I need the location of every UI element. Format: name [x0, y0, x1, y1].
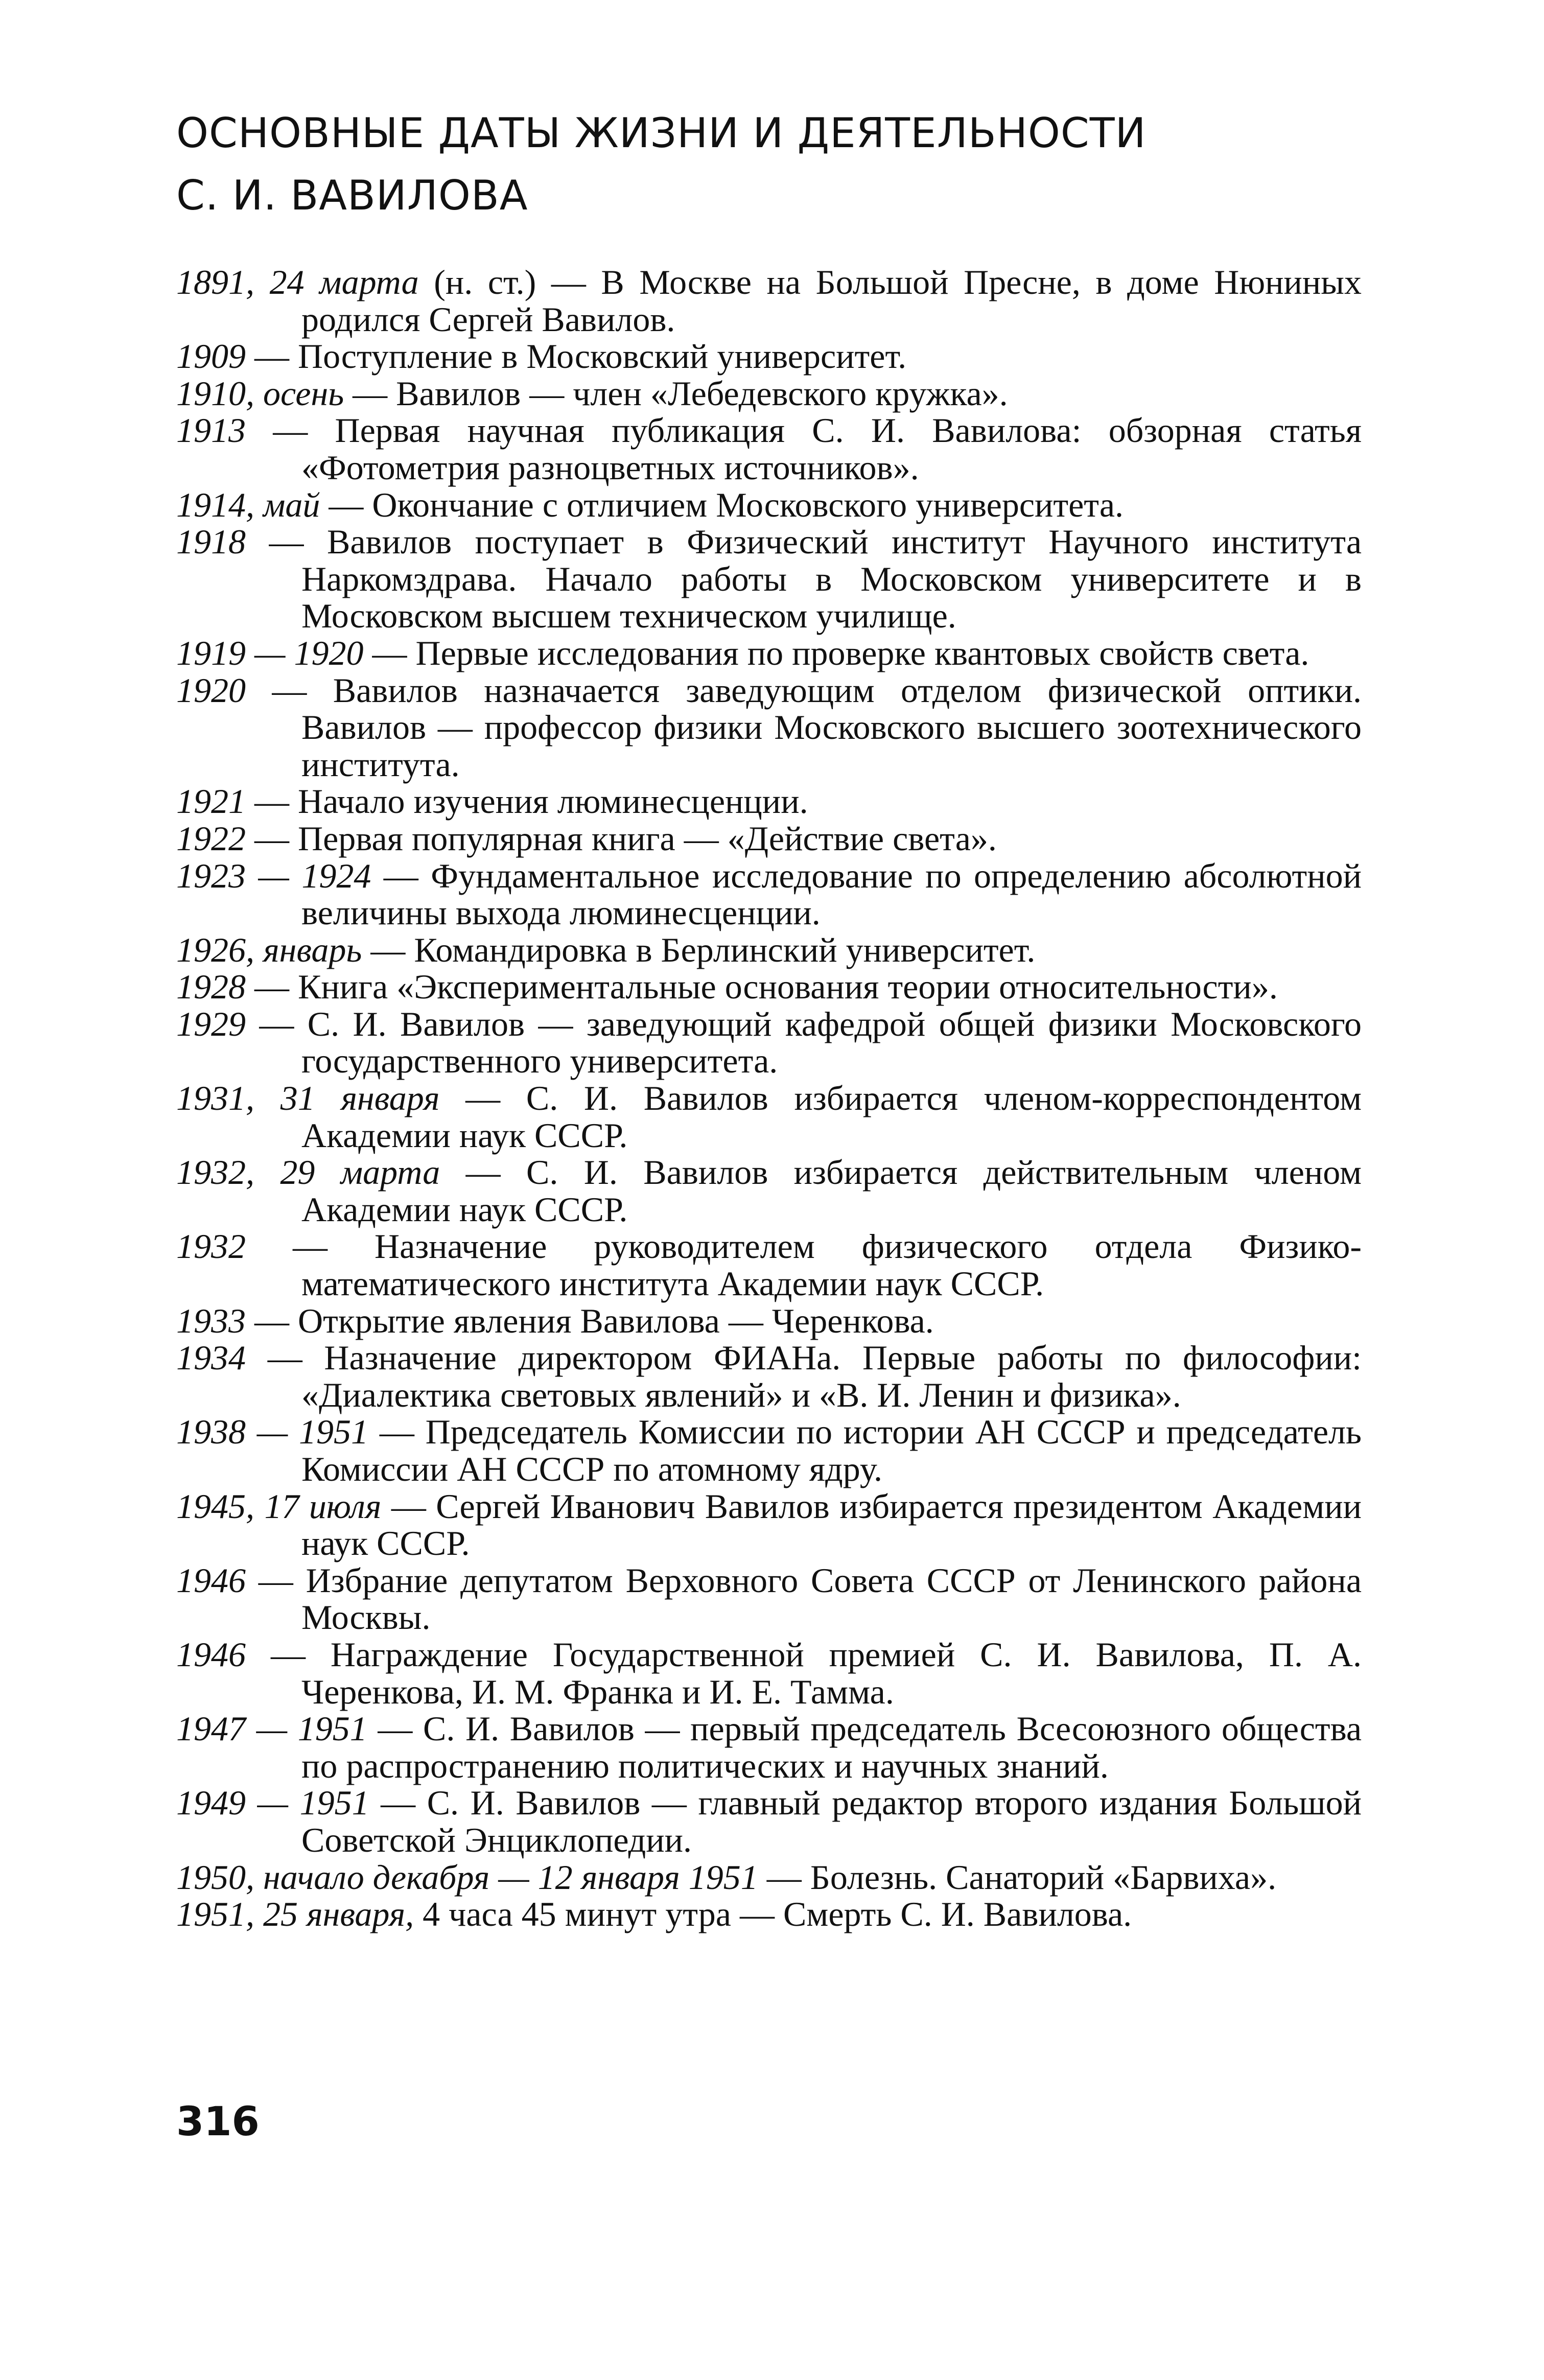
entry-text: — Вавилов — член «Лебедевского кружка». [353, 374, 1008, 413]
entry-text: — Командировка в Берлинский университет. [370, 930, 1036, 969]
entry-text: — Назначение директором ФИАНа. Первые работы по философии: «Диалектика световых явлений» и «В. И. Ленин и физика». [267, 1338, 1362, 1414]
entry-text: — Вавилов поступает в Физический институт Научного института Наркомздрава. Начало работы в Московском университете и в Московском высшем техническом училище. [269, 522, 1362, 636]
entry-text: — С. И. Вавилов — заведующий кафедрой общей физики Московского государственного университета. [259, 1004, 1362, 1081]
chronology-entry [176, 338, 1362, 375]
entry-text: — Фундаментальное исследование по определению абсолютной величины выхода люминесценции. [301, 856, 1362, 932]
entry-date: 1913 [176, 411, 246, 450]
entry-date: 1950, начало декабря — 12 января 1951 [176, 1857, 758, 1897]
chronology-entry [176, 672, 1362, 783]
chronology-page [176, 102, 1362, 1933]
entry-text: — Болезнь. Санаторий «Барвиха». [766, 1857, 1277, 1897]
entry-date: 1919 — 1920 [176, 633, 364, 672]
chronology-entry [176, 1488, 1362, 1562]
chronology-entry [176, 1859, 1362, 1896]
entry-date: 1918 [176, 522, 246, 562]
chronology-entry [176, 1413, 1362, 1487]
entry-date: 1910, осень [176, 374, 344, 413]
entry-text: — Начало изучения люминесценции. [254, 782, 808, 821]
chronology-entry [176, 486, 1362, 524]
entry-date: 1951, 25 января, [176, 1895, 414, 1934]
entry-text: — С. И. Вавилов — первый председатель Всесоюзного общества по распространению политических и научных знаний. [301, 1709, 1362, 1785]
entry-text: — Книга «Экспериментальные основания теории относительности». [254, 967, 1278, 1007]
entry-date: 1947 — 1951 [176, 1709, 367, 1748]
chronology-entry [176, 1339, 1362, 1413]
page-title [176, 102, 1362, 227]
chronology-entry [176, 1562, 1362, 1636]
chronology-entry [176, 1710, 1362, 1784]
chronology-entry [176, 635, 1362, 672]
entry-text: — Сергей Иванович Вавилов избирается президентом Академии наук СССР. [301, 1486, 1362, 1563]
entry-text: — Окончание с отличием Московского университета. [329, 485, 1124, 524]
chronology-entry [176, 264, 1362, 338]
chronology-entry [176, 1006, 1362, 1080]
entry-date: 1922 [176, 819, 246, 858]
entry-text: — С. И. Вавилов избирается действительным членом Академии наук СССР. [301, 1153, 1362, 1229]
entry-date: 1891, 24 марта [176, 263, 419, 301]
entry-text: 4 часа 45 минут утра — Смерть С. И. Вавилова. [423, 1895, 1132, 1934]
entry-date: 1920 [176, 670, 246, 710]
entry-date: 1931, 31 января [176, 1079, 440, 1118]
entry-text: — Назначение руководителем физического отдела Физико-математического института Академии наук СССР. [293, 1227, 1362, 1303]
chronology-entry [176, 820, 1362, 857]
entry-date: 1929 [176, 1004, 246, 1043]
entry-text: — Первая научная публикация С. И. Вавилова: обзорная статья «Фотометрия разноцветных источников». [273, 411, 1362, 487]
title-line-1: ОСНОВНЫЕ ДАТЫ ЖИЗНИ И ДЕЯТЕЛЬНОСТИ [176, 109, 1147, 157]
entry-date: 1923 — 1924 [176, 856, 371, 895]
entry-text: — Вавилов назначается заведующим отделом физической оптики. Вавилов — профессор физики Московского высшего зоотехнического института. [272, 670, 1362, 784]
page-number: 316 [176, 2099, 260, 2145]
entry-text: — Первая популярная книга — «Действие света». [254, 819, 997, 858]
chronology-entry [176, 1154, 1362, 1228]
entry-text: — С. И. Вавилов — главный редактор второго издания Большой Советской Энциклопедии. [301, 1783, 1362, 1859]
entry-text: (н. ст.) — В Москве на Большой Пресне, в доме Нюниных родился Сергей Вавилов. [301, 263, 1362, 339]
entry-date: 1934 [176, 1338, 246, 1378]
chronology-entry [176, 523, 1362, 635]
chronology-entry [176, 1896, 1362, 1933]
entry-date: 1945, 17 июля [176, 1486, 382, 1526]
chronology-entry [176, 1302, 1362, 1340]
entry-text: — Награждение Государственной премией С. И. Вавилова, П. А. Черенкова, И. М. Франка и И. Е. Тамма. [270, 1635, 1362, 1711]
chronology-list [176, 264, 1362, 1933]
entry-text: — Поступление в Московский университет. [254, 337, 907, 376]
chronology-entry [176, 783, 1362, 820]
chronology-entry [176, 857, 1362, 931]
title-line-2: С. И. ВАВИЛОВА [176, 172, 528, 219]
entry-text: — Первые исследования по проверке квантовых свойств света. [372, 633, 1309, 672]
entry-date: 1949 — 1951 [176, 1783, 369, 1823]
entry-text: — Председатель Комиссии по истории АН СССР и председатель Комиссии АН СССР по атомному ядру. [301, 1412, 1362, 1488]
entry-text: — С. И. Вавилов избирается членом-корреспондентом Академии наук СССР. [301, 1079, 1362, 1155]
entry-date: 1938 — 1951 [176, 1412, 369, 1452]
entry-date: 1914, май [176, 485, 320, 524]
entry-date: 1909 [176, 337, 246, 376]
entry-date: 1946 [176, 1635, 246, 1674]
entry-date: 1932 [176, 1227, 246, 1266]
chronology-entry [176, 1228, 1362, 1302]
entry-text: — Открытие явления Вавилова — Черенкова. [254, 1301, 934, 1340]
entry-date: 1921 [176, 782, 246, 821]
entry-date: 1946 [176, 1560, 246, 1600]
chronology-entry [176, 1080, 1362, 1154]
chronology-entry [176, 412, 1362, 486]
chronology-entry [176, 1636, 1362, 1710]
chronology-entry [176, 931, 1362, 969]
entry-date: 1926, январь [176, 930, 362, 969]
entry-date: 1928 [176, 967, 246, 1007]
chronology-entry [176, 1784, 1362, 1858]
entry-text: — Избрание депутатом Верховного Совета СССР от Ленинского района Москвы. [258, 1560, 1362, 1637]
chronology-entry [176, 375, 1362, 412]
entry-date: 1932, 29 марта [176, 1153, 440, 1192]
entry-date: 1933 [176, 1301, 246, 1340]
chronology-entry [176, 968, 1362, 1006]
